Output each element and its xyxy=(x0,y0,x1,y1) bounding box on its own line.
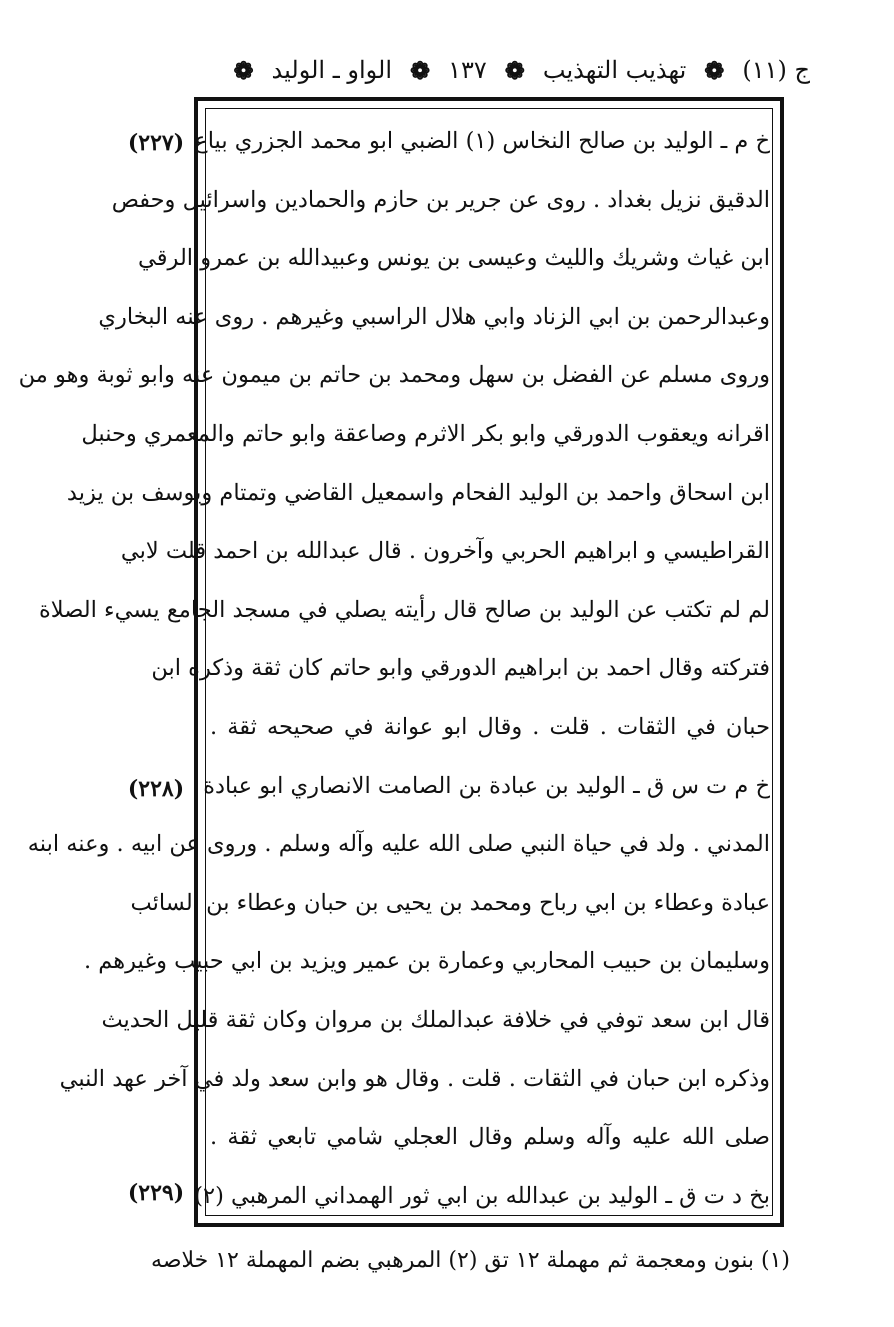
text-line: بخ د ت ق ـ الوليد بن عبدالله بن ابي ثور الهمداني المرهبي (٢) xyxy=(194,1182,770,1209)
text-line: ابن غياث وشريك والليث وعيسى بن يونس وعبيدالله بن عمرو الرقي xyxy=(138,245,770,272)
text-line: لم لم تكتب عن الوليد بن صالح قال رأيته يصلي في مسجد الجامع يسيء الصلاة xyxy=(39,596,770,623)
text-line: عبادة وعطاء بن ابي رباح ومحمد بن يحيى بن حبان وعطاء بن السائب xyxy=(130,889,770,916)
text-line: ابن اسحاق واحمد بن الوليد الفحام واسمعيل القاضي وتمتام ويوسف بن يزيد xyxy=(66,479,770,506)
page-number: ١٣٧ xyxy=(448,56,487,84)
entry-number-227: (٢٢٧) xyxy=(127,130,185,156)
text-line: الدقيق نزيل بغداد . روى عن جرير بن حازم والحمادين واسرائيل وحفص xyxy=(111,186,770,213)
fleuron-icon: ❁ xyxy=(410,55,431,85)
page-header xyxy=(190,48,810,92)
entry-number-228: (٢٢٨) xyxy=(127,776,185,802)
text-line: القراطيسي و ابراهيم الحربي وآخرون . قال عبدالله بن احمد قلت لابي xyxy=(120,538,770,565)
text-line: خ م ت س ق ـ الوليد بن عبادة بن الصامت الانصاري ابو عبادة xyxy=(203,772,770,799)
text-line: وعبدالرحمن بن ابي الزناد وابي هلال الراسبي وغيرهم . روى عنه البخاري xyxy=(98,303,770,330)
text-line: اقرانه ويعقوب الدورقي وابو بكر الاثرم وصاعقة وابو حاتم والمعمري وحنبل xyxy=(81,420,770,447)
text-line: قال ابن سعد توفي في خلافة عبدالملك بن مروان وكان ثقة قليل الحديث xyxy=(101,1006,770,1033)
fleuron-icon: ❁ xyxy=(233,55,254,85)
text-line: وروى مسلم عن الفضل بن سهل ومحمد بن حاتم بن ميمون عنه وابو ثوبة وهو من xyxy=(18,362,770,389)
fleuron-icon: ❁ xyxy=(504,55,525,85)
volume-label: ج (١١) xyxy=(742,56,810,84)
section-title: الواو ـ الوليد xyxy=(271,56,393,84)
text-line: المدني . ولد في حياة النبي صلى الله عليه وآله وسلم . وروى عن ابيه . وعنه ابنه xyxy=(27,831,770,858)
text-line: حبان في الثقات . قلت . وقال ابو عوانة في صحيحه ثقة . xyxy=(210,713,770,740)
book-title: تهذيب التهذيب xyxy=(542,56,687,84)
fleuron-icon: ❁ xyxy=(704,55,725,85)
text-line: فتركته وقال احمد بن ابراهيم الدورقي وابو حاتم كان ثقة وذكره ابن xyxy=(151,655,770,682)
text-line: صلى الله عليه وآله وسلم وقال العجلي شامي تابعي ثقة . xyxy=(210,1124,770,1151)
text-line: وذكره ابن حبان في الثقات . قلت . وقال هو وابن سعد ولد في آخر عهد النبي xyxy=(59,1065,770,1092)
text-line: وسليمان بن حبيب المحاربي وعمارة بن عمير ويزيد بن ابي حبيب وغيرهم . xyxy=(83,948,770,975)
text-line: خ م ـ الوليد بن صالح النخاس (١) الضبي ابو محمد الجزري بياع xyxy=(194,128,770,154)
footnote: (١) بنون ومعجمة ثم مهملة ١٢ تق (٢) المرهبي بضم المهملة ١٢ خلاصه xyxy=(151,1248,790,1273)
entry-number-229: (٢٢٩) xyxy=(127,1180,185,1206)
